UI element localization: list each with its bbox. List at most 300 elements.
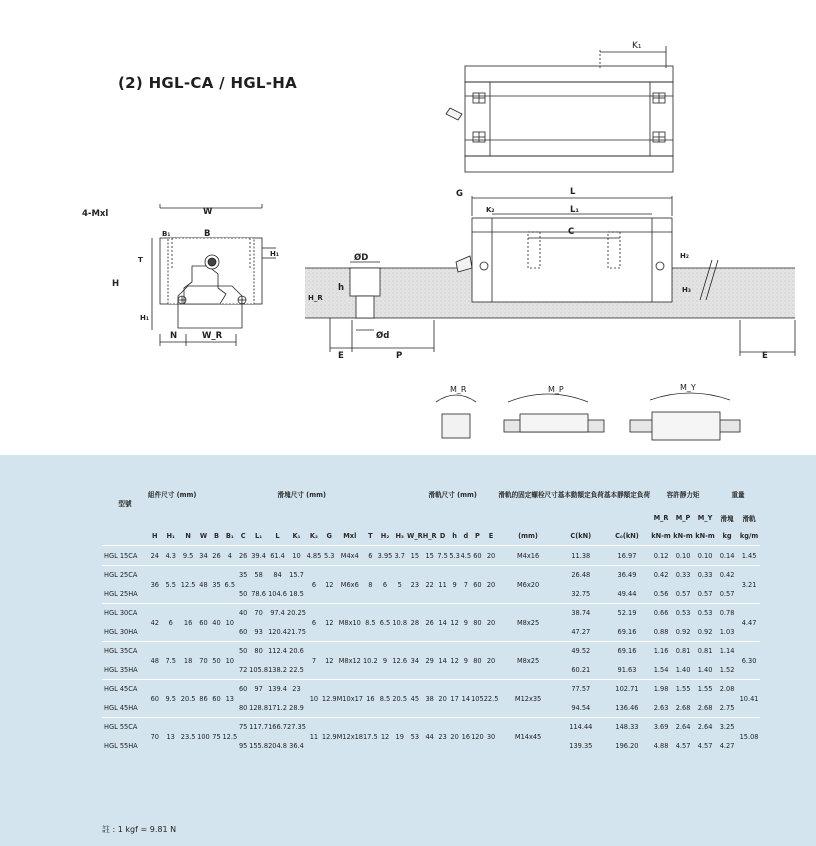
table-cell: 52.19 xyxy=(604,603,650,622)
mxl-label: 4-Mxl xyxy=(82,209,109,219)
table-cell: 11 xyxy=(306,717,322,755)
table-cell: 20 xyxy=(484,545,499,565)
table-cell: 20 xyxy=(437,679,449,717)
table-cell: 9.5 xyxy=(180,545,197,565)
col-block-weight: 滑塊 xyxy=(720,515,734,523)
table-cell: 0.10 xyxy=(672,545,694,565)
table-cell: M12x35 xyxy=(498,679,557,717)
table-cell: 0.10 xyxy=(694,545,716,565)
table-cell: HGL 35HA xyxy=(104,665,138,674)
table-cell: 5.5 xyxy=(162,565,180,603)
table-cell: 36.49 xyxy=(604,565,650,584)
table-cell: 7.5 xyxy=(162,641,180,679)
table-cell: 39.4 xyxy=(249,545,268,565)
table-cell: 1.55 xyxy=(672,679,694,698)
table-cell: 10.41 xyxy=(738,679,760,717)
h1-small-label: H₁ xyxy=(140,314,149,322)
table-cell: 61.4 xyxy=(268,545,287,565)
table-cell: 15.7 xyxy=(287,565,306,584)
table-cell: 12 xyxy=(449,641,461,679)
table-cell: 14 xyxy=(437,641,449,679)
table-cell: 0.66 xyxy=(650,603,672,622)
table-cell: 4.47 xyxy=(738,603,760,641)
table-cell: 14 xyxy=(461,679,472,717)
table-cell: 120.4 xyxy=(268,627,287,636)
h3-label: H₃ xyxy=(682,286,691,294)
table-cell: 12 xyxy=(449,603,461,641)
table-cell: 80 xyxy=(238,703,248,712)
table-cell: 15.08 xyxy=(738,717,760,755)
table-cell: 60.21 xyxy=(571,665,591,674)
table-cell: 15 xyxy=(423,545,437,565)
col-dyn: 基本動額定負荷 xyxy=(557,491,604,499)
table-cell: HGL 15CA xyxy=(102,545,148,565)
table-cell: 38 xyxy=(423,679,437,717)
table-cell: 60 xyxy=(148,679,162,717)
g-label: G xyxy=(456,189,463,199)
table-cell: 0.53 xyxy=(694,603,716,622)
table-cell: 6 xyxy=(306,603,322,641)
table-cell: 0.57 xyxy=(675,589,691,598)
table-cell: 12 xyxy=(322,565,337,603)
table-row xyxy=(102,679,760,698)
hh-label: h xyxy=(338,283,345,293)
table-cell: 9 xyxy=(449,565,461,603)
n-label: N xyxy=(170,331,178,341)
table-cell: 69.16 xyxy=(604,641,650,660)
table-cell: 36.4 xyxy=(289,741,304,750)
table-cell: 20 xyxy=(484,641,499,679)
table-cell: 10.8 xyxy=(392,603,407,641)
table-cell: 1.54 xyxy=(653,665,669,674)
table-cell: 86 xyxy=(196,679,210,717)
table-cell: 49.52 xyxy=(558,641,604,660)
table-cell: 28.9 xyxy=(289,703,304,712)
table-cell: 28 xyxy=(407,603,423,641)
table-cell: 70 xyxy=(148,717,162,755)
table-cell: 3.21 xyxy=(738,565,760,603)
table-cell: 4.57 xyxy=(697,741,713,750)
table-cell: 45 xyxy=(407,679,423,717)
table-cell: 50 xyxy=(210,641,222,679)
table-cell: M8x10 xyxy=(337,603,363,641)
table-cell: M8x25 xyxy=(498,603,557,641)
table-cell: 10.2 xyxy=(363,641,378,679)
table-cell: 93 xyxy=(254,627,263,636)
table-cell: 26 xyxy=(237,545,249,565)
table-cell: 2.08 xyxy=(716,679,738,698)
table-cell: 3.7 xyxy=(392,545,407,565)
table-cell: 22 xyxy=(423,565,437,603)
col-mr: M_R xyxy=(653,514,669,522)
table-cell: 9 xyxy=(461,603,472,641)
table-cell: 4.57 xyxy=(675,741,691,750)
table-cell: 40 xyxy=(210,603,222,641)
table-cell: 9 xyxy=(461,641,472,679)
table-cell: 4 xyxy=(222,545,237,565)
col-stat: 基本靜額定負荷 xyxy=(603,491,651,499)
table-cell: 12.5 xyxy=(222,717,237,755)
table-cell: 204.8 xyxy=(268,741,287,750)
table-cell: 22.5 xyxy=(289,665,304,674)
w-label: W xyxy=(203,207,213,217)
front-view-drawing xyxy=(152,204,276,346)
table-cell: 16 xyxy=(180,603,197,641)
table-cell: 12.9 xyxy=(322,717,337,755)
table-cell: 34 xyxy=(407,641,423,679)
table-cell: 6.30 xyxy=(738,641,760,679)
table-cell: 12 xyxy=(322,641,337,679)
table-cell: 72 xyxy=(238,665,248,674)
table-cell: 5.3 xyxy=(322,545,337,565)
table-cell: 35 xyxy=(210,565,222,603)
table-cell: 1.16 xyxy=(650,641,672,660)
table-cell: 23.5 xyxy=(180,717,197,755)
table-cell: 8.5 xyxy=(378,679,393,717)
table-cell: M6x20 xyxy=(498,565,557,603)
unit-note: 註 : 1 kgf = 9.81 N xyxy=(102,825,177,834)
table-cell: HGL 25HA xyxy=(104,589,138,598)
table-cell: 0.12 xyxy=(650,545,672,565)
table-cell: 166.7 xyxy=(268,717,287,736)
table-cell: 0.42 xyxy=(716,565,738,584)
table-cell: 32.75 xyxy=(571,589,591,598)
table-cell: 148.33 xyxy=(604,717,650,736)
table-cell: 8 xyxy=(363,565,378,603)
table-cell: 29 xyxy=(423,641,437,679)
table-cell: 12 xyxy=(322,603,337,641)
table-cell: 120 xyxy=(471,717,484,755)
table-cell: 117.7 xyxy=(249,717,268,736)
table-cell: 40 xyxy=(237,603,249,622)
table-cell: 21.75 xyxy=(287,627,306,636)
p-label: P xyxy=(396,351,403,361)
table-cell: 0.78 xyxy=(716,603,738,622)
table-cell: HGL 25CA xyxy=(102,565,148,584)
od-label: ØD xyxy=(354,253,369,263)
table-cell: 196.20 xyxy=(615,741,639,750)
h1-label: H₁ xyxy=(270,250,279,258)
table-cell: 78.6 xyxy=(251,589,266,598)
table-cell: 60 xyxy=(210,679,222,717)
table-cell: 11 xyxy=(437,565,449,603)
table-cell: 20.5 xyxy=(180,679,197,717)
unit-row: H H₁ N W B B₁ C L₁ L K₁ K₂ G Mxl T H₂ H₃ W_R H_R D h d P E (mm) C(kN) C₀(kN) kN-m kN-m kN-m kg kg/m xyxy=(152,532,759,540)
table-cell: 2.68 xyxy=(675,703,691,712)
table-row xyxy=(102,717,760,736)
table-cell: 75 xyxy=(237,717,249,736)
table-cell: 69.16 xyxy=(617,627,637,636)
table-cell: 0.33 xyxy=(694,565,716,584)
table-cell: 0.57 xyxy=(697,589,713,598)
table-cell: 0.81 xyxy=(694,641,716,660)
table-cell: 20.6 xyxy=(287,641,306,660)
table-cell: 4.5 xyxy=(461,545,472,565)
col-rail-weight: 滑軌 xyxy=(742,515,756,523)
table-cell: 136.46 xyxy=(615,703,639,712)
col-block: 滑塊尺寸 (mm) xyxy=(277,491,326,499)
h2-label: H₂ xyxy=(680,252,689,260)
table-cell: 19 xyxy=(392,717,407,755)
table-cell: M8x12 xyxy=(337,641,363,679)
table-cell: 26 xyxy=(423,603,437,641)
table-cell: 97 xyxy=(249,679,268,698)
table-cell: 30 xyxy=(484,717,499,755)
col-moment: 容許靜力矩 xyxy=(666,491,700,499)
table-cell: 60 xyxy=(238,627,248,636)
table-cell: 11.38 xyxy=(558,545,604,565)
table-cell: 23 xyxy=(287,679,306,698)
table-cell: 9 xyxy=(378,641,393,679)
table-cell: 0.14 xyxy=(716,545,738,565)
table-cell: 8.5 xyxy=(363,603,378,641)
table-cell: 80 xyxy=(249,641,268,660)
k2-label: K₂ xyxy=(486,206,495,214)
table-cell: 7.5 xyxy=(437,545,449,565)
table-cell: 58 xyxy=(249,565,268,584)
table-cell: 112.4 xyxy=(268,641,287,660)
table-cell: 5 xyxy=(392,565,407,603)
table-cell: 3.69 xyxy=(650,717,672,736)
table-cell: M14x45 xyxy=(498,717,557,755)
table-cell: 5.3 xyxy=(449,545,461,565)
table-cell: 23 xyxy=(437,717,449,755)
table-cell: 2.63 xyxy=(653,703,669,712)
table-cell: 60 xyxy=(196,603,210,641)
table-cell: 4.85 xyxy=(306,545,322,565)
col-rail: 滑軌尺寸 (mm) xyxy=(428,491,477,499)
table-cell: 10 xyxy=(287,545,306,565)
mr-label: M_R xyxy=(450,385,467,394)
table-cell: 4.3 xyxy=(162,545,180,565)
table-cell: 20 xyxy=(484,603,499,641)
table-cell: 48 xyxy=(196,565,210,603)
table-cell: 128.8 xyxy=(249,703,269,712)
section-title: (2) HGL-CA / HGL-HA xyxy=(118,74,298,92)
table-cell: 2.64 xyxy=(672,717,694,736)
e-label: E xyxy=(338,351,344,361)
table-cell: 0.88 xyxy=(653,627,669,636)
table-cell: 26 xyxy=(210,545,222,565)
table-cell: 155.8 xyxy=(249,741,269,750)
table-cell: 80 xyxy=(471,603,484,641)
table-cell: 12.9 xyxy=(322,679,337,717)
table-row xyxy=(102,545,760,565)
table-cell: 80 xyxy=(471,641,484,679)
table-cell: HGL 45HA xyxy=(104,703,138,712)
col-bolt: 滑軌的固定螺栓尺寸 xyxy=(498,491,558,499)
table-cell: 139.35 xyxy=(569,741,593,750)
wr-label: W_R xyxy=(202,331,223,341)
table-cell: 94.54 xyxy=(571,703,591,712)
table-cell: 1.45 xyxy=(738,545,760,565)
table-cell: HGL 30HA xyxy=(104,627,138,636)
table-cell: 26.48 xyxy=(558,565,604,584)
table-cell: 1.40 xyxy=(697,665,713,674)
table-cell: 0.92 xyxy=(697,627,713,636)
table-cell: 47.27 xyxy=(571,627,591,636)
table-cell: 2.64 xyxy=(694,717,716,736)
table-cell: 20 xyxy=(449,717,461,755)
table-cell: 7 xyxy=(306,641,322,679)
table-cell: 70 xyxy=(249,603,268,622)
table-cell: 16 xyxy=(363,679,378,717)
table-cell: 13 xyxy=(222,679,237,717)
table-cell: 36 xyxy=(148,565,162,603)
table-cell: 12 xyxy=(378,717,393,755)
table-cell: 138.2 xyxy=(268,665,287,674)
b-label: B xyxy=(204,229,211,239)
table-cell: 20.25 xyxy=(287,603,306,622)
table-cell: 1.55 xyxy=(694,679,716,698)
table-cell: 50 xyxy=(237,641,249,660)
table-cell: 77.57 xyxy=(558,679,604,698)
table-cell: 6.5 xyxy=(378,603,393,641)
table-cell: 44 xyxy=(423,717,437,755)
table-cell: 60 xyxy=(237,679,249,698)
table-cell: 6 xyxy=(306,565,322,603)
table-cell: 6 xyxy=(162,603,180,641)
table-cell: 95 xyxy=(238,741,248,750)
mp-label: M_P xyxy=(548,385,564,394)
table-cell: 2.75 xyxy=(719,703,735,712)
table-cell: 3.95 xyxy=(378,545,393,565)
table-cell: HGL 30CA xyxy=(102,603,148,622)
table-cell: 23 xyxy=(407,565,423,603)
table-cell: 12.6 xyxy=(392,641,407,679)
table-cell: 0.53 xyxy=(672,603,694,622)
table-cell: 102.71 xyxy=(604,679,650,698)
h-label: H xyxy=(112,279,120,289)
table-row xyxy=(102,641,760,660)
table-cell: 17.5 xyxy=(363,717,378,755)
table-cell: 0.92 xyxy=(675,627,691,636)
table-cell: 16 xyxy=(461,717,472,755)
table-cell: 139.4 xyxy=(268,679,287,698)
table-cell: 0.42 xyxy=(650,565,672,584)
table-cell: 22.5 xyxy=(484,679,499,717)
b1-label: B₁ xyxy=(162,230,171,238)
table-cell: 70 xyxy=(196,641,210,679)
table-cell: 6 xyxy=(378,565,393,603)
c-label: C xyxy=(568,227,575,237)
table-cell: 35 xyxy=(237,565,249,584)
table-cell: 27.35 xyxy=(287,717,306,736)
table-cell: 6 xyxy=(363,545,378,565)
my-label: M_Y xyxy=(680,383,696,392)
table-cell: 42 xyxy=(148,603,162,641)
hr-label: H_R xyxy=(308,294,323,302)
table-cell: 2.68 xyxy=(697,703,713,712)
table-cell: 17 xyxy=(449,679,461,717)
col-assembly: 組件尺寸 (mm) xyxy=(148,491,197,499)
table-cell: 84 xyxy=(268,565,287,584)
table-cell: 1.03 xyxy=(719,627,735,636)
table-cell: 15 xyxy=(407,545,423,565)
spec-table xyxy=(102,479,760,755)
table-cell: M8x25 xyxy=(498,641,557,679)
table-cell: 16.97 xyxy=(604,545,650,565)
table-cell: 12.5 xyxy=(180,565,197,603)
table-cell: 3.25 xyxy=(716,717,738,736)
table-cell: 10 xyxy=(222,603,237,641)
table-cell: 0.81 xyxy=(672,641,694,660)
spec-table-panel xyxy=(0,455,816,846)
table-cell: 24 xyxy=(148,545,162,565)
table-cell: HGL 55HA xyxy=(104,741,138,750)
table-cell: 34 xyxy=(196,545,210,565)
table-cell: 4.27 xyxy=(719,741,735,750)
table-cell: HGL 55CA xyxy=(102,717,148,736)
table-cell: 10 xyxy=(222,641,237,679)
table-cell: 60 xyxy=(471,545,484,565)
top-view-drawing xyxy=(446,46,673,172)
e2-label: E xyxy=(762,351,768,361)
table-cell: 105 xyxy=(471,679,484,717)
table-cell: 0.33 xyxy=(672,565,694,584)
table-cell: 38.74 xyxy=(558,603,604,622)
table-cell: M12x18 xyxy=(337,717,363,755)
l1-label: L₁ xyxy=(570,205,580,215)
spec-body xyxy=(102,545,760,755)
k1-label: K₁ xyxy=(632,41,642,51)
table-cell: 50 xyxy=(238,589,248,598)
col-weight: 重量 xyxy=(731,491,745,499)
table-row xyxy=(102,603,760,622)
table-cell: 91.63 xyxy=(617,665,637,674)
table-cell: 171.2 xyxy=(268,703,287,712)
table-cell: 100 xyxy=(196,717,210,755)
table-cell: 48 xyxy=(148,641,162,679)
table-cell: HGL 45CA xyxy=(102,679,148,698)
table-cell: 60 xyxy=(471,565,484,603)
t-label: T xyxy=(138,256,143,264)
table-row xyxy=(102,565,760,584)
table-cell: 0.56 xyxy=(653,589,669,598)
table-cell: 0.57 xyxy=(719,589,735,598)
table-cell: 18 xyxy=(180,641,197,679)
table-cell: 1.40 xyxy=(675,665,691,674)
table-cell: 6.5 xyxy=(222,565,237,603)
table-cell: 9.5 xyxy=(162,679,180,717)
table-cell: 14 xyxy=(437,603,449,641)
table-cell: 75 xyxy=(210,717,222,755)
table-cell: 18.5 xyxy=(289,589,304,598)
table-cell: 104.6 xyxy=(268,589,287,598)
table-cell: 114.44 xyxy=(558,717,604,736)
table-cell: 20.5 xyxy=(392,679,407,717)
table-cell: 105.8 xyxy=(249,665,269,674)
table-cell: 7 xyxy=(461,565,472,603)
d-label: Ød xyxy=(376,331,390,341)
table-cell: 1.14 xyxy=(716,641,738,660)
table-cell: 53 xyxy=(407,717,423,755)
table-cell: M4x16 xyxy=(498,545,557,565)
l-label: L xyxy=(570,187,576,197)
table-cell: M6x6 xyxy=(337,565,363,603)
moment-icons xyxy=(436,393,740,440)
table-cell: 4.88 xyxy=(653,741,669,750)
table-cell: 1.52 xyxy=(719,665,735,674)
table-cell: 49.44 xyxy=(617,589,637,598)
table-cell: 13 xyxy=(162,717,180,755)
col-mp: M_P xyxy=(675,514,691,522)
col-model: 型號 xyxy=(118,500,132,508)
table-cell: 20 xyxy=(484,565,499,603)
table-cell: 1.98 xyxy=(650,679,672,698)
table-cell: 97.4 xyxy=(268,603,287,622)
col-my: M_Y xyxy=(697,514,713,522)
